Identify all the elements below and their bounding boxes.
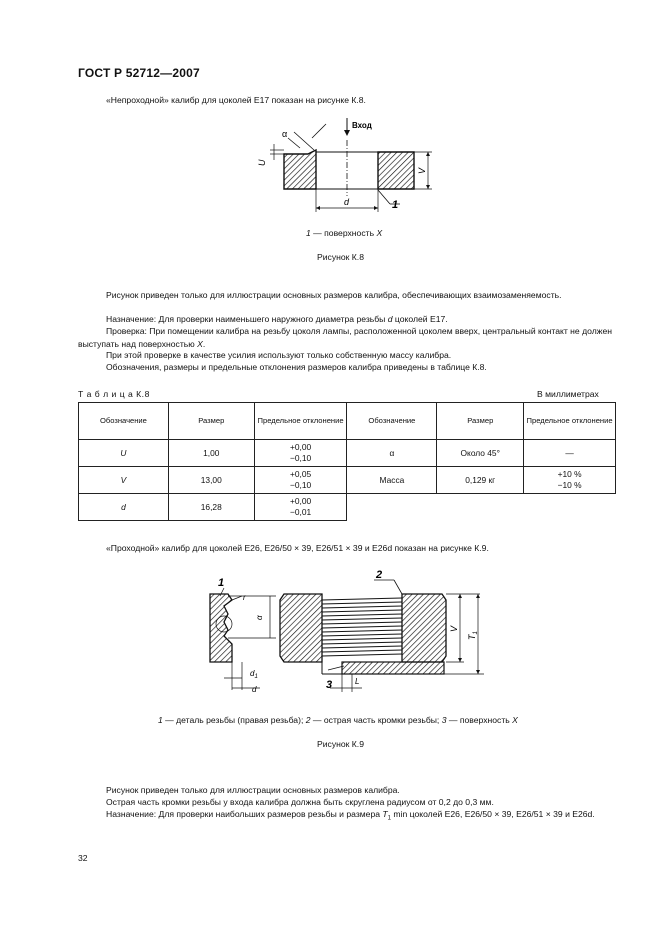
table-cell: Масса: [347, 467, 437, 494]
table-cell: Около 45°: [437, 440, 524, 467]
k9-surface-x: [342, 662, 444, 674]
paragraph-table-ref: Обозначения, размеры и предельные отклонения размеров калибра приведены в таблице К.8.: [106, 362, 487, 372]
k8-label-entry: Вход: [352, 121, 372, 130]
k9-body-left: [280, 594, 322, 662]
table-header: Размер: [168, 403, 254, 440]
intro-k9: «Проходной» калибр для цоколей Е26, Е26/50 × 39, Е26/51 × 39 и Е26d показан на рисунке К.9.: [106, 543, 489, 553]
table-k8: [78, 402, 616, 521]
k9-thread-lines: [322, 598, 402, 656]
k8-label-u: U: [257, 159, 267, 166]
table-cell: 13,00: [168, 467, 254, 494]
table-units: В миллиметрах: [537, 389, 599, 399]
paragraph-mass: При этой проверке в качестве усилия используют только собственную массу калибра.: [106, 350, 452, 360]
k9-label-d1: $d_1$: [250, 669, 258, 680]
table-cell: V: [79, 467, 169, 494]
table-cell: U: [79, 440, 169, 467]
table-cell: +0,05 −0,10: [254, 467, 347, 494]
k9-label-2: 2: [376, 569, 383, 581]
k8-label-v: V: [417, 167, 427, 174]
paragraph-check: Проверка: При помещении калибра на резьбу цоколя лампы, расположенной цоколем вверх, центральный контакт не должен выступать над поверхностью X.: [78, 326, 612, 349]
table-header: Предельное отклонение: [524, 403, 616, 440]
table-cell: 1,00: [168, 440, 254, 467]
k9-label-d: d: [252, 685, 257, 694]
table-header: Размер: [437, 403, 524, 440]
figure-k8-legend: 1 — поверхность X: [306, 228, 383, 238]
k9-body-right: [402, 594, 446, 662]
paragraph-purpose: Назначение: Для проверки наименьшего наружного диаметра резьбы d цоколей Е17.: [106, 314, 448, 324]
table-cell: +0,00 −0,01: [254, 494, 347, 521]
table-header: Предельное отклонение: [254, 403, 347, 440]
k9-label-1: 1: [218, 577, 225, 589]
k9-thread-detail: [210, 594, 232, 662]
k9-label-v: V: [449, 625, 459, 632]
k8-right-section: [378, 152, 414, 189]
k9-label-r: r: [243, 593, 246, 602]
table-cell: α: [347, 440, 437, 467]
paragraph-illustration: Рисунок приведен только для иллюстрации основных размеров калибра, обеспечивающих взаимозаменяемость.: [106, 290, 562, 300]
table-cell: 0,129 кг: [437, 467, 524, 494]
table-cell: d: [79, 494, 169, 521]
table-cell: +0,00 −0,10: [254, 440, 347, 467]
figure-k9-drawing: [180, 560, 500, 700]
table-header: Обозначение: [347, 403, 437, 440]
page-number: 32: [78, 853, 88, 863]
k9-label-alpha: α: [255, 615, 264, 620]
table-row: [79, 467, 616, 494]
paragraph-final-illustration: Рисунок приведен только для иллюстрации основных размеров калибра.: [106, 785, 400, 795]
table-cell: +10 % −10 %: [524, 467, 616, 494]
table-row: [79, 494, 616, 521]
figure-k9-caption: Рисунок К.9: [317, 739, 364, 749]
table-row: [79, 440, 616, 467]
table-cell: —: [524, 440, 616, 467]
k9-label-l: L: [355, 677, 360, 686]
k8-label-alpha: α: [282, 129, 288, 139]
table-cell: 16,28: [168, 494, 254, 521]
k8-left-section: [284, 150, 316, 189]
k9-label-t1: $T_1$: [467, 631, 479, 640]
paragraph-final-edge: Острая часть кромки резьбы у входа калибра должна быть скруглена радиусом от 0,2 до 0,3 мм.: [106, 797, 494, 807]
paragraph-final-purpose: Назначение: Для проверки наибольших размеров резьбы и размера $T_1$ min цоколей Е26, Е26/50 × 39, Е26/51 × 39 и Е26d.: [106, 809, 595, 822]
k8-label-d: d: [344, 197, 350, 207]
table-header: Обозначение: [79, 403, 169, 440]
table-header-row: [79, 403, 616, 440]
figure-k8-caption: Рисунок К.8: [317, 252, 364, 262]
document-header: ГОСТ Р 52712—2007: [78, 66, 200, 80]
table-title: Т а б л и ц а К.8: [78, 389, 150, 399]
figure-k9-legend: 1 — деталь резьбы (правая резьба); 2 — острая часть кромки резьбы; 3 — поверхность X: [158, 715, 518, 725]
k8-label-1: 1: [392, 199, 399, 211]
intro-k8: «Непроходной» калибр для цоколей Е17 показан на рисунке К.8.: [106, 95, 366, 105]
k9-label-3: 3: [326, 679, 333, 691]
figure-k8-drawing: [250, 112, 450, 214]
